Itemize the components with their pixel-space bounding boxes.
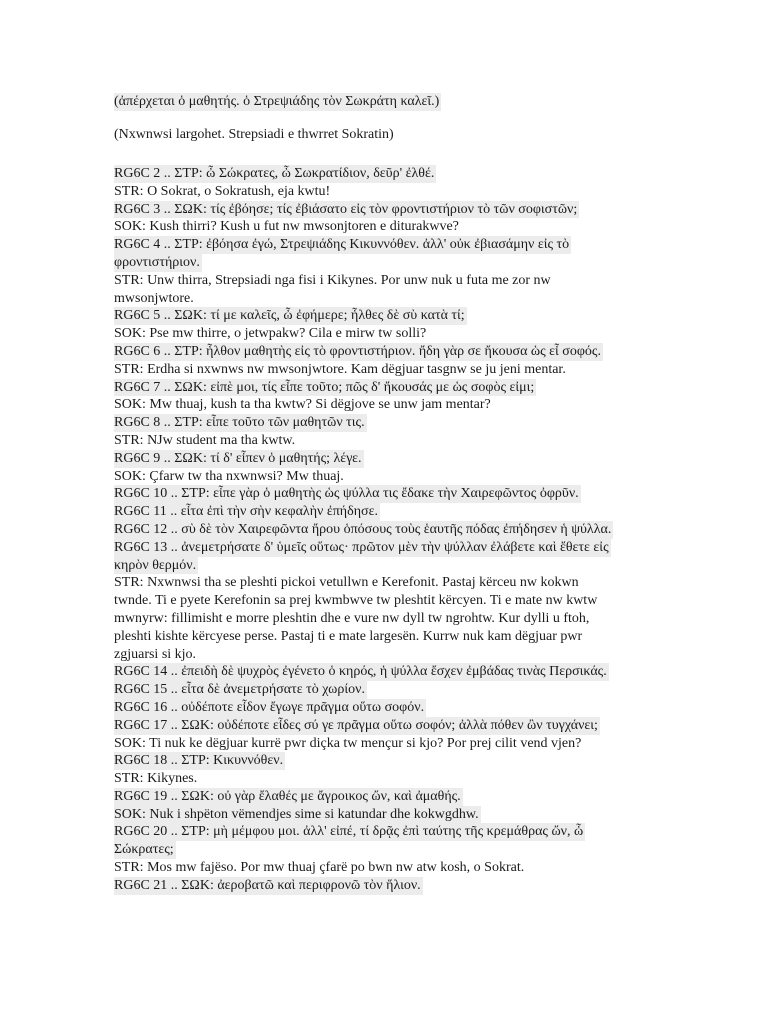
dialogue-line: STR: O Sokrat, o Sokratush, eja kwtu! — [114, 183, 331, 199]
dialogue-line: STR: NJw student ma tha kwtw. — [114, 432, 296, 448]
dialogue-row — [114, 806, 654, 824]
dialogue-line: RG6C 4 .. ΣΤΡ: ἐβόησα ἐγώ, Στρεψιάδης Κικυννόθεν. ἀλλ' οὐκ ἐβιασάμην εἰς τὸ — [114, 237, 570, 253]
dialogue-row — [114, 699, 654, 717]
dialogue-row — [114, 468, 654, 486]
dialogue-row — [114, 610, 654, 628]
dialogue-line: RG6C 14 .. ἐπειδὴ δὲ ψυχρὸς ἐγένετο ὁ κηρός, ἡ ψύλλα ἔσχεν ἐμβάδας τινὰς Περσικάς. — [114, 664, 607, 680]
dialogue-line: RG6C 20 .. ΣΤΡ: μὴ μέμφου μοι. ἀλλ' εἰπέ, τί δρᾷς ἐπὶ ταύτης τῆς κρεμάθρας ὤν, ὦ — [114, 824, 584, 840]
dialogue-row — [114, 450, 654, 468]
dialogue-row — [114, 183, 654, 201]
dialogue-row — [114, 770, 654, 788]
dialogue-row — [114, 218, 654, 236]
dialogue-row — [114, 823, 654, 841]
dialogue-row — [114, 788, 654, 806]
dialogue-row — [114, 735, 654, 753]
dialogue-row — [114, 485, 654, 503]
dialogue-row — [114, 290, 654, 308]
dialogue-line: RG6C 6 .. ΣΤΡ: ἦλθον μαθητὴς εἰς τὸ φροντιστήριον. ἤδη γὰρ σε ἤκουσα ὡς εἶ σοφός. — [114, 343, 601, 359]
dialogue-row — [114, 574, 654, 592]
dialogue-row — [114, 859, 654, 877]
dialogue-line: RG6C 7 .. ΣΩΚ: εἰπὲ μοι, τίς εἶπε τοῦτο; πῶς δ' ἤκουσάς με ὡς σοφὸς εἰμι; — [114, 379, 535, 395]
dialogue-row — [114, 681, 654, 699]
dialogue-line: RG6C 2 .. ΣΤΡ: ὦ Σώκρατες, ὦ Σωκρατίδιον, δεῦρ' ἐλθέ. — [114, 166, 435, 181]
dialogue-row — [114, 414, 654, 432]
dialogue-line: STR: Nxwnwsi tha se pleshti pickoi vetullwn e Kerefonit. Pastaj kërceu nw kokwn — [114, 575, 579, 591]
dialogue-line: STR: Erdha si nxwnws nw mwsonjwtore. Kam dëgjuar tasgnw se ju jeni mentar. — [114, 361, 566, 377]
dialogue-line: zgjuarsi si kjo. — [114, 646, 197, 662]
dialogue-line: RG6C 18 .. ΣΤΡ: Κικυννόθεν. — [114, 753, 284, 769]
dialogue-row — [114, 201, 654, 219]
dialogue-line: RG6C 16 .. οὐδέποτε εἶδον ἔγωγε πρᾶγμα οὕτω σοφόν. — [114, 699, 425, 715]
dialogue-row — [114, 877, 654, 895]
albanian-stage-note: (Nxwnwsi largohet. Strepsiadi e thwrret Sokratin) — [114, 127, 394, 142]
dialogue-row — [114, 663, 654, 681]
dialogue-line: STR: Kikynes. — [114, 771, 198, 787]
dialogue-row — [114, 841, 654, 859]
dialogue-line: RG6C 9 .. ΣΩΚ: τί δ' εἶπεν ὁ μαθητής; λέγε. — [114, 450, 362, 466]
dialogue-line: mwsonjwtore. — [114, 290, 194, 306]
dialogue-line: RG6C 11 .. εἶτα ἐπὶ τὴν σὴν κεφαλὴν ἐπήδησε. — [114, 504, 378, 520]
dialogue-row — [114, 254, 654, 272]
intro-block — [114, 93, 654, 111]
dialogue-line: SOK: Ti nuk ke dëgjuar kurrë pwr diçka tw mençur si kjo? Por prej cilit vend vjen? — [114, 735, 582, 751]
dialogue-row — [114, 432, 654, 450]
dialogue-line: SOK: Kush thirri? Kush u fut nw mwsonjtoren e diturakwve? — [114, 219, 459, 235]
dialogue-line: RG6C 19 .. ΣΩΚ: οὐ γὰρ ἔλαθές με ἄγροικος ὤν, καὶ ἀμαθής. — [114, 788, 461, 804]
dialogue-row — [114, 236, 654, 254]
dialogue-line: φροντιστήριον. — [114, 254, 200, 270]
dialogue-row — [114, 557, 654, 575]
dialogue-line: STR: Unw thirra, Strepsiadi nga fisi i Kikynes. Por unw nuk u futa me zor nw — [114, 272, 551, 288]
dialogue-row — [114, 592, 654, 610]
dialogue-line: RG6C 12 .. σὺ δὲ τὸν Χαιρεφῶντα ἤρου ὁπόσους τοὺς ἑαυτῆς πόδας ἐπήδησεν ἡ ψύλλα. — [114, 521, 612, 537]
dialogue-row — [114, 379, 654, 397]
dialogue-row — [114, 396, 654, 414]
dialogue-line: SOK: Çfarw tw tha nxwnwsi? Mw thuaj. — [114, 468, 344, 484]
dialogue-row — [114, 752, 654, 770]
dialogue-row — [114, 343, 654, 361]
dialogue-line: RG6C 8 .. ΣΤΡ: εἶπε τοῦτο τῶν μαθητῶν τις. — [114, 415, 365, 431]
dialogue-row — [114, 628, 654, 646]
dialogue-line: SOK: Nuk i shpëton vëmendjes sime si katundar dhe kokwgdhw. — [114, 806, 479, 822]
dialogue-line: RG6C 17 .. ΣΩΚ: οὐδέποτε εἶδες σύ γε πρᾶγμα οὕτω σοφόν; ἀλλὰ πόθεν ὢν τυγχάνει; — [114, 717, 598, 733]
dialogue-row — [114, 521, 654, 539]
dialogue-row — [114, 646, 654, 664]
dialogue-row — [114, 165, 654, 183]
dialogue-line: mwnyrw: fillimisht e morre pleshtin dhe e vure nw dyll tw ngrohtw. Kur dylli u ftoh, — [114, 610, 590, 626]
dialogue-row — [114, 503, 654, 521]
dialogue-line: RG6C 3 .. ΣΩΚ: τίς ἐβόησε; τίς ἐβιάσατο εἰς τὸν φροντιστήριον τὸ τῶν σοφιστῶν; — [114, 201, 578, 217]
dialogue-row — [114, 717, 654, 735]
greek-stage-note: (ἀπέρχεται ὁ μαθητής. ὁ Στρεψιάδης τὸν Σωκράτη καλεῖ.) — [114, 94, 440, 109]
dialogue-line: SOK: Mw thuaj, kush ta tha kwtw? Si dëgjove se unw jam mentar? — [114, 397, 491, 413]
dialogue-line: RG6C 10 .. ΣΤΡ: εἶπε γὰρ ὁ μαθητὴς ὡς ψύλλα τις ἔδακε τὴν Χαιρεφῶντος ὀφρῦν. — [114, 486, 579, 502]
dialogue-line: κηρὸν θερμόν. — [114, 557, 197, 573]
dialogue-row — [114, 307, 654, 325]
dialogue-line: RG6C 5 .. ΣΩΚ: τί με καλεῖς, ὦ ἐφήμερε; ἦλθες δὲ σὺ κατὰ τί; — [114, 308, 465, 324]
intro-translation-block — [114, 126, 654, 144]
dialogue-block — [114, 165, 654, 895]
dialogue-line: Σώκρατες; — [114, 842, 174, 858]
dialogue-row — [114, 539, 654, 557]
dialogue-row — [114, 325, 654, 343]
dialogue-line: RG6C 21 .. ΣΩΚ: ἀεροβατῶ καὶ περιφρονῶ τὸν ἥλιον. — [114, 877, 421, 893]
dialogue-line: RG6C 15 .. εἶτα δὲ ἀνεμετρήσατε τὸ χωρίον. — [114, 682, 365, 698]
dialogue-line: SOK: Pse mw thirre, o jetwpakw? Cila e mirw tw solli? — [114, 326, 427, 342]
dialogue-row — [114, 272, 654, 290]
dialogue-line: STR: Mos mw fajëso. Por mw thuaj çfarë po bwn nw atw kosh, o Sokrat. — [114, 860, 525, 876]
dialogue-line: pleshti kishte kërcyese perse. Pastaj ti e mate largesën. Kurrw nuk kam dëgjuar pwr — [114, 628, 583, 644]
dialogue-row — [114, 361, 654, 379]
dialogue-line: RG6C 13 .. ἀνεμετρήσατε δ' ὑμεῖς οὕτως· πρῶτον μὲν τὴν ψύλλαν ἐλάβετε καὶ ἔθετε εἰς — [114, 539, 609, 555]
dialogue-line: twnde. Ti e pyete Kerefonin sa prej kwmbwve tw pleshtit kërcyen. Ti e mate nw kwtw — [114, 593, 598, 609]
